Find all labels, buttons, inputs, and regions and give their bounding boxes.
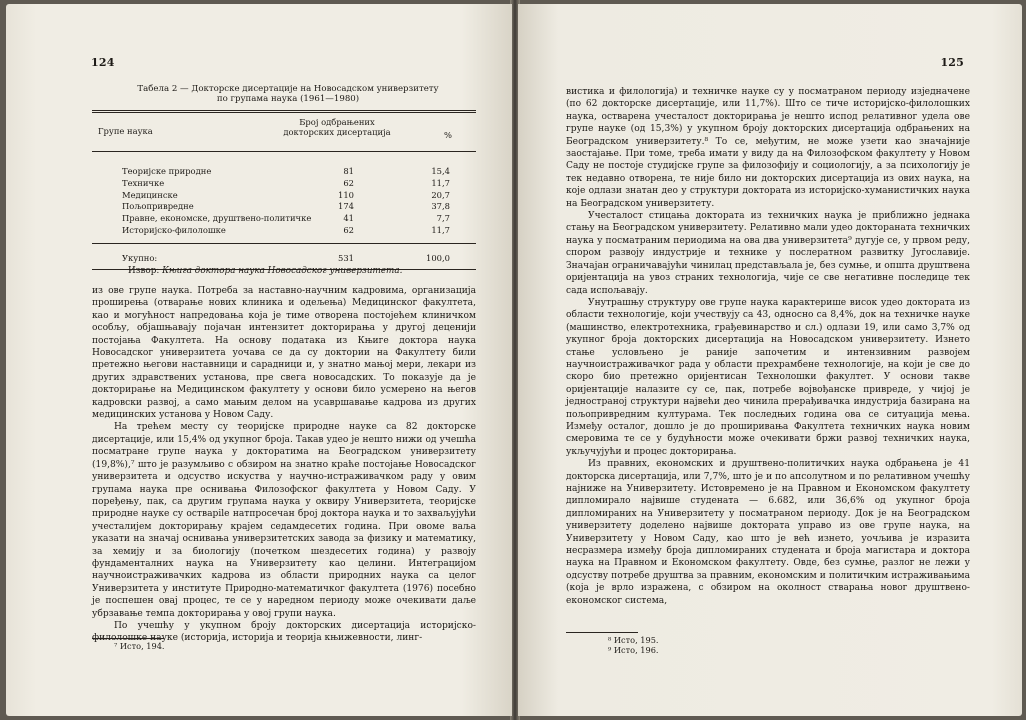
footnote: ⁷ Исто, 194. <box>114 641 165 651</box>
row-name: Медицинске <box>122 189 178 200</box>
paragraph: Унутрашњу структуру ове групе наука карактерише висок удео доктората из области технологије, који учествују са 43, односно са 8,4%, док на техничке науке (машинство, електротехника, грађевинарство и сл.) одлази 19, или само 3,7% од укупног броја докторских дисертација на Новосадском универзитету. Изнето стање условљено је раније започетим и интензивним развојем научноистраживачког рада у области прехрамбене технологије, на који је све до скоро био претежно оријентисан Технолошки факултет. У основи такве оријентације налазите су се, пак, потребе војвођанске привреде, у чијој је једностраној структури највећи део чинила прерађивачка индустрија базирана на пољопривредним културама. Тек последњих година ова се ситуација мења. Између осталог, дошло је до проширивања Факултета техничких наука новим смеровима те се у будућности може очекивати бржи развој техничких наука, укључујући и процес докторирања. <box>566 297 970 457</box>
doctorates-table <box>92 110 476 270</box>
row-name: Техничке <box>122 177 165 188</box>
row-name: Теоријске природне <box>122 166 212 176</box>
table-header <box>92 113 476 151</box>
source-title: Књига доктора наука Новосадског универзитета. <box>162 266 403 276</box>
table-total-rule <box>92 243 476 244</box>
row-name: Правне, економске, друштвено-политичке <box>122 213 312 224</box>
row-percent: 11,7 <box>431 177 450 188</box>
paragraph: По учешћу у укупном броју докторских дисертација историјско-филолошке науке (историја, историја и теорија књижевности, линг- <box>92 620 476 644</box>
row-count: 62 <box>343 177 354 188</box>
row-name: Пољопривредне <box>122 201 194 212</box>
total-label: Укупно: <box>122 252 158 263</box>
left-body-text <box>92 285 476 645</box>
total-count: 531 <box>338 252 354 263</box>
paragraph: из ове групе наука. Потреба за наставно-научним кадровима, организација проширења (отварање нових клиника и одељења) Медицинског факултета, као и могућност напредовања која је тиме отворена постојећем клиничком особљу, објашњавају појачан интензитет докторирања у другој деценији постојања Факултета. На основу података из Књиге доктора наука Новосадског универзитета уочава се да су доктории на Факултету били претежно његови наставници и сарадници и, у знатно мањој мери, лекари из других здравствених установа, пре свега новосадских. То показује да је докторирање на Медицинском факултету у основи било усмерено на његов кадровски развој, а само мањим делом на усавршавање кадрова из других медицинских установа у Новом Саду. <box>92 286 476 421</box>
footnote: ⁸ Исто, 195. <box>608 635 659 645</box>
table-source <box>128 266 402 276</box>
header-group: Групе наука <box>98 126 153 136</box>
table-row <box>92 213 476 225</box>
row-percent: 20,7 <box>431 189 450 200</box>
paragraph: вистика и филологија) и техничке науке су у посматраном периоду изједначене (по 62 докторске дисертације, или 11,7%). Што се тиче историјско-филолошких наука, остварена учесталост докторирања је нешто испод релативног удела ове групе науке (од 15,3%) у укупном броју докторских дисертација одбрањених на Београдском универзитету.⁸ То се, међутим, не може узети као значајније заостајање. При томе, треба имати у виду да на Филозофском факултету у Новом Саду не постоје студијске групе за филозофију и социологију, а за психологију је тек недавно отворена, те није било ни докторских дисертација из ових наука, на које одлази знатан део у структури доктората из историјско-хуманистичких наука на Београдском универзитету. <box>566 87 970 209</box>
page-number: 124 <box>91 56 115 69</box>
table-caption-line-1: Табела 2 — Докторске дисертације на Новосадском универзитету <box>137 84 439 94</box>
footnote-rule <box>92 638 164 639</box>
row-count: 81 <box>343 166 354 176</box>
right-body-text <box>566 86 970 607</box>
paragraph: На трећем месту су теоријске природне науке са 82 докторске дисертације, или 15,4% од укупног броја. Такав удео је нешто нижи од учешћа посматране групе наука у докторатима на Београдском универзитету (19,8%),⁷ што је разумљиво с обзиром на знатно краће постојање Новосадског универзитета и одсуство искуства у научно-истраживачком раду у овим групама наука пре оснивања Филозофског факултета у Новом Саду. У поређењу, пак, са другим групама наука у оквиру Универзитета, теоријске природне науке су остварile натпросечан број доктора наука и то захваљујући учесталијем докторирању крајем седамдесетих година. При овоме ваља указати на значај оснивања универзитетских завода за физику и математику, за хемију и за биологију (почетком шездесетих година) у развоју фундаменталних наука на Универзитету као целини. Интеграцијом научноистраживачких кадрова из области природних наука са целог Универзитета у институте Природно-математичког факултета (1976) посебно је поспешен овај процес, те се у наредном периоду може очекивати даље убрзавање темпа докторирања у овој групи наука. <box>92 422 476 619</box>
footnote: ⁹ Исто, 196. <box>608 645 659 656</box>
table-row <box>92 201 476 213</box>
table-row <box>92 190 476 202</box>
footnotes <box>608 635 659 656</box>
table-row <box>92 166 476 178</box>
row-count: 174 <box>338 201 354 212</box>
row-percent: 15,4 <box>431 166 450 176</box>
table-caption <box>118 84 458 104</box>
table-row <box>92 178 476 190</box>
left-page <box>6 4 512 716</box>
paragraph: Учесталост стицања доктората из техничких наука је приближно једнака стању на Београдском универзитету. Релативно мали удео докторaната техничких наука у посматраним периодима на ова два универзитета⁹ дугује се, у првом реду, спором развоју индустрије и технике у послератном развитку Југославије. Значајан ограничавајући чинилац представљала је, без сумње, и општа друштвена оријентација на увоз страних технологија, чије се све негативне последице тек сада испољавају. <box>566 211 970 296</box>
row-percent: 7,7 <box>436 213 450 224</box>
table-body <box>92 152 476 237</box>
header-percent: % <box>444 130 452 140</box>
right-page <box>518 4 1022 716</box>
footnote-rule <box>566 632 638 633</box>
row-count: 62 <box>343 224 354 235</box>
header-count: Број одбрањених докторских дисертација <box>283 117 391 137</box>
total-percent: 100,0 <box>426 252 450 263</box>
row-percent: 11,7 <box>431 224 450 235</box>
page-number: 125 <box>940 56 964 69</box>
source-label: Извор: <box>128 266 160 276</box>
row-count: 41 <box>343 213 354 224</box>
row-percent: 37,8 <box>431 201 450 212</box>
row-name: Историјско-филолошке <box>122 224 226 235</box>
paragraph: Из правних, економских и друштвено-политичких наука одбрањена је 41 докторска дисертација, или 7,7%, што је и по апсолутном и по релативном учешћу најниже на Универзитету. Истовремено је на Правном и Економском факултету дипломирало највише студената — 6.682, или 36,6% од укупног броја дипломираних на Универзитету у посматраном периоду. Док је на Београдском универзитету доделено највише доктората управо из ове групе наука, на Универзитету у Новом Саду, као што је већ изнето, уочљива је изразита несразмера између броја дипломираних студената и броја магистара и доктора наука на Правном и Економском факултету. Овде, без сумње, разлог не лежи у одсуству потребе друштва за правним, економским и политичким истраживањима (која је врло изражена, с обзиром на околност стварања новог друштвено-економског система, <box>566 459 970 606</box>
table-total-row <box>92 251 476 265</box>
table-row <box>92 225 476 237</box>
table-caption-line-2: по групама наука (1961—1980) <box>216 94 360 104</box>
row-count: 110 <box>338 189 354 200</box>
